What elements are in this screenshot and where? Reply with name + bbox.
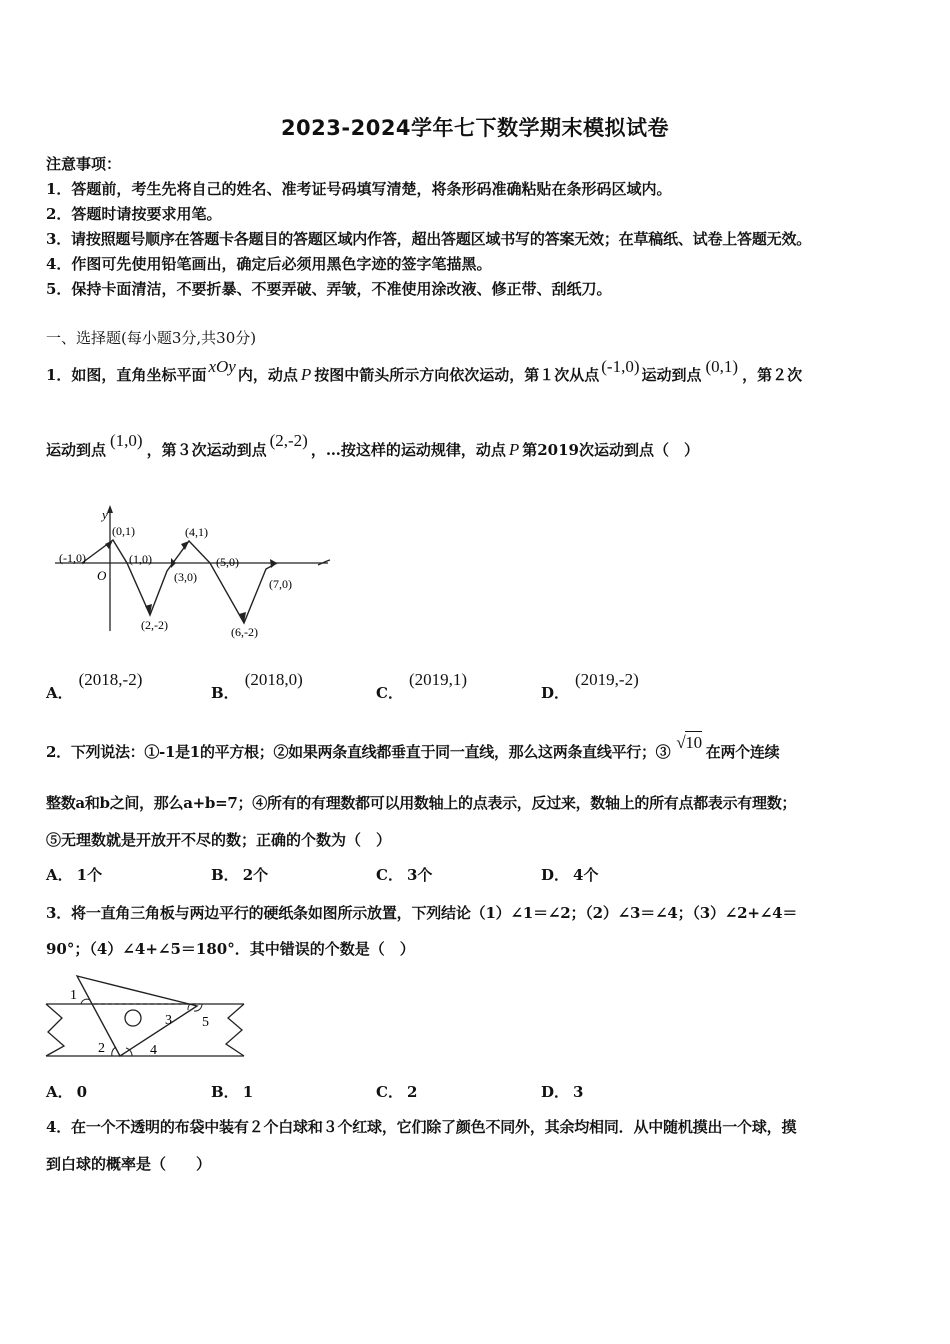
q4-line2: 到白球的概率是（ ） xyxy=(46,1155,212,1173)
angle-arc xyxy=(188,1004,190,1010)
option-value: 3个 xyxy=(406,866,433,884)
point-label: (4,1) xyxy=(185,525,208,539)
q1-line1 xyxy=(46,357,803,385)
q2-line2: 整数a和b之间，那么a+b=7；④所有的有理数都可以用数轴上的点表示，反过来，数轴上的所有点都表示有理数； xyxy=(46,794,797,812)
point-label: (3,0) xyxy=(174,570,197,584)
q3-option-b[interactable] xyxy=(211,1081,253,1102)
option-label: D． xyxy=(541,866,570,884)
option-label: D． xyxy=(541,1083,570,1101)
option-label: B． xyxy=(211,1083,239,1101)
point-label: (1,0) xyxy=(129,552,152,566)
point-label: (7,0) xyxy=(269,577,292,591)
q1-text: ，…按这样的运动规律，动点 xyxy=(310,441,506,459)
option-label: D． xyxy=(541,684,570,702)
option-value: 1个 xyxy=(76,866,103,884)
q2-text: 2．下列说法：①-1是1的平方根；②如果两条直线都垂直于同一直线，那么这两条直线平行；③ xyxy=(46,743,671,761)
q1-point-p: P xyxy=(300,365,312,384)
q1-xoy: xOy xyxy=(208,357,236,376)
point-label: (6,-2) xyxy=(231,625,258,639)
section-heading: 一、选择题(每小题3分,共30分) xyxy=(46,329,257,347)
page-title: 2023-2024学年七下数学期末模拟试卷 xyxy=(280,116,670,140)
option-label: A． xyxy=(46,1083,73,1101)
option-value: (2019,1) xyxy=(408,670,468,689)
q1-option-b[interactable] xyxy=(211,669,303,702)
angle-label: 5 xyxy=(202,1015,209,1030)
option-label: C． xyxy=(376,866,403,884)
q2-option-d[interactable] xyxy=(541,864,598,885)
angle-label: 2 xyxy=(98,1041,105,1056)
q1-point: (0,1) xyxy=(705,357,739,376)
right-triangle xyxy=(77,976,197,1056)
angle-label: 1 xyxy=(70,988,77,1003)
q2-text: 在两个连续 xyxy=(705,743,780,761)
option-label: C． xyxy=(376,1083,403,1101)
point-label: (0,1) xyxy=(112,524,135,538)
option-value: 2个 xyxy=(242,866,269,884)
q3-line1: 3．将一直角三角板与两边平行的硬纸条如图所示放置，下列结论（1）∠1＝∠2；（2）∠3＝∠4；（3）∠2+∠4＝ xyxy=(46,904,798,922)
q1-text: 内，动点 xyxy=(237,366,298,384)
q1-point-p: P xyxy=(508,440,520,459)
notice-heading: 注意事项： xyxy=(46,155,122,173)
q2-line3: ⑤无理数就是开放开不尽的数；正确的个数为（ ） xyxy=(46,831,392,849)
strip-right-cut xyxy=(226,1004,244,1056)
q2-option-a[interactable] xyxy=(46,864,102,885)
q1-option-c[interactable] xyxy=(376,669,468,702)
q1-point: (-1,0) xyxy=(601,357,640,376)
q1-text: 运动到点 xyxy=(641,366,702,384)
y-axis-label: y xyxy=(102,507,108,522)
q1-line2 xyxy=(46,431,699,460)
option-value: 4个 xyxy=(573,866,599,884)
point-label: (5,0) xyxy=(216,555,239,569)
origin-label: O xyxy=(97,568,107,583)
notice-item: 5．保持卡面清洁，不要折暴、不要弄破、弄皱，不准使用涂改液、修正带、刮纸刀。 xyxy=(46,280,612,298)
option-value: (2019,-2) xyxy=(575,670,639,689)
option-value: 1 xyxy=(242,1083,254,1101)
angle-arc xyxy=(81,999,90,1004)
q3-option-c[interactable] xyxy=(376,1081,417,1102)
q1-coordinate-figure xyxy=(50,503,335,648)
triangle-hole xyxy=(125,1010,141,1026)
point-label: (-1,0) xyxy=(59,551,86,565)
option-value: 0 xyxy=(76,1083,88,1101)
q1-text: 按图中箭头所示方向依次运动，第１次从点 xyxy=(314,366,600,384)
q2-option-c[interactable] xyxy=(376,864,432,885)
option-label: B． xyxy=(211,684,239,702)
q1-text: 1．如图，直角坐标平面 xyxy=(46,366,207,384)
angle-label: 3 xyxy=(165,1013,172,1028)
q1-text: 运动到点 xyxy=(46,441,107,459)
point-label: (2,-2) xyxy=(141,618,168,632)
q1-option-a[interactable] xyxy=(46,669,143,702)
option-label: C． xyxy=(376,684,403,702)
y-axis-arrow xyxy=(107,505,113,513)
strip-left-cut xyxy=(46,1004,64,1056)
notice-item: 2．答题时请按要求用笔。 xyxy=(46,205,222,223)
q4-line1: 4．在一个不透明的布袋中装有２个白球和３个红球，它们除了颜色不同外，其余均相同．从中随机摸出一个球，摸 xyxy=(46,1118,797,1136)
notice-item: 4．作图可先使用铅笔画出，确定后必须用黑色字迹的签字笔描黑。 xyxy=(46,255,492,273)
angle-label: 4 xyxy=(150,1043,157,1058)
q3-option-d[interactable] xyxy=(541,1081,583,1102)
arrow-head xyxy=(270,559,277,568)
q2-option-b[interactable] xyxy=(211,864,268,885)
q1-point: (2,-2) xyxy=(269,431,308,450)
sqrt-expression: √10 xyxy=(676,733,702,752)
q3-line2: 90°；（4）∠4+∠5＝180°．其中错误的个数是（ ） xyxy=(46,940,415,958)
notice-item: 3．请按照题号顺序在答题卡各题目的答题区域内作答，超出答题区域书写的答案无效；在草稿纸、试卷上答题无效。 xyxy=(46,230,812,248)
q1-text: ，第２次 xyxy=(742,366,803,384)
option-label: A． xyxy=(46,866,73,884)
q2-line1 xyxy=(46,733,780,762)
notice-item: 1．答题前，考生先将自己的姓名、准考证号码填写清楚，将条形码准确粘贴在条形码区域内。 xyxy=(46,180,672,198)
option-label: A． xyxy=(46,684,73,702)
option-value: (2018,0) xyxy=(244,670,303,689)
arrow-head xyxy=(105,540,113,549)
q1-point: (1,0) xyxy=(110,431,143,450)
q3-triangle-figure xyxy=(42,968,262,1060)
q1-text: 第2019次运动到点（ ） xyxy=(522,441,699,459)
option-label: B． xyxy=(211,866,239,884)
option-value: (2018,-2) xyxy=(78,670,143,689)
sqrt-radicand: 10 xyxy=(685,733,702,752)
q1-text: ，第３次运动到点 xyxy=(146,441,267,459)
option-value: 3 xyxy=(573,1083,584,1101)
q1-option-d[interactable] xyxy=(541,669,639,702)
option-value: 2 xyxy=(406,1083,418,1101)
arrow-head xyxy=(181,541,189,550)
q3-option-a[interactable] xyxy=(46,1081,87,1102)
